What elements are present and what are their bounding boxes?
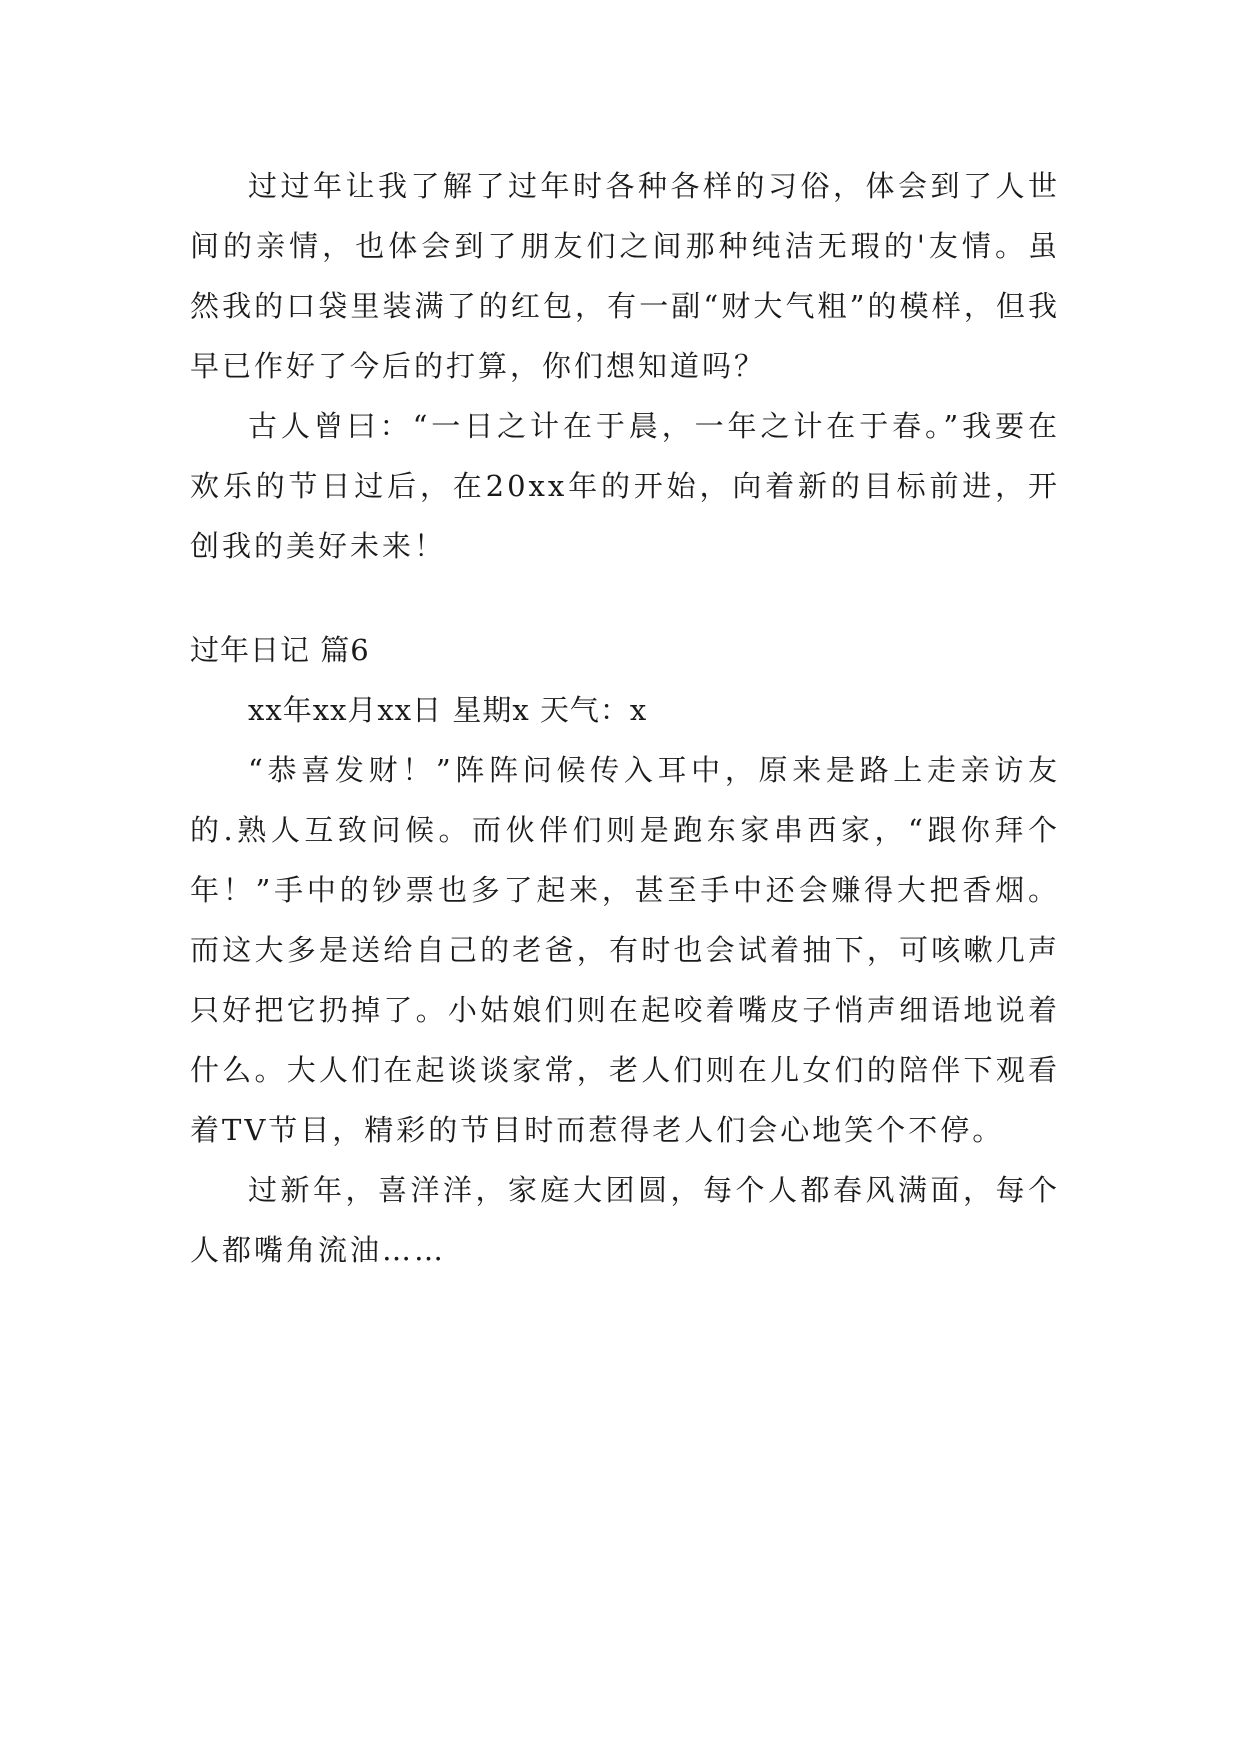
diary-section-continued (190, 156, 1060, 576)
paragraph-new-year-resolution: 古人曾曰：“一日之计在于晨，一年之计在于春。”我要在欢乐的节日过后，在20xx年的开始，向着新的目标前进，开创我的美好未来！ (190, 409, 1060, 563)
diary-entry-heading: 过年日记 篇6 (190, 633, 370, 667)
paragraph-customs-reflection: 过过年让我了解了过年时各种各样的习俗，体会到了人世间的亲情，也体会到了朋友们之间那种纯洁无瑕的'友情。虽然我的口袋里装满了的红包，有一副“财大气粗”的模样，但我早已作好了今后的打算，你们想知道吗？ (190, 169, 1060, 383)
diary-entry-body (190, 680, 1060, 1280)
diary-dateline: xx年xx月xx日 星期x 天气：x (248, 693, 648, 727)
paragraph-new-year-greetings: “恭喜发财！”阵阵问候传入耳中，原来是路上走亲访友的.熟人互致问候。而伙伴们则是跑东家串西家，“跟你拜个年！”手中的钞票也多了起来，甚至手中还会赚得大把香烟。而这大多是送给自己的老爸，有时也会试着抽下，可咳嗽几声只好把它扔掉了。小姑娘们则在起咬着嘴皮子悄声细语地说着什么。大人们在起谈谈家常，老人们则在儿女们的陪伴下观看着TV节目，精彩的节目时而惹得老人们会心地笑个不停。 (190, 753, 1060, 1147)
paragraph-family-reunion: 过新年，喜洋洋，家庭大团圆，每个人都春风满面，每个人都嘴角流油…… (190, 1173, 1060, 1267)
